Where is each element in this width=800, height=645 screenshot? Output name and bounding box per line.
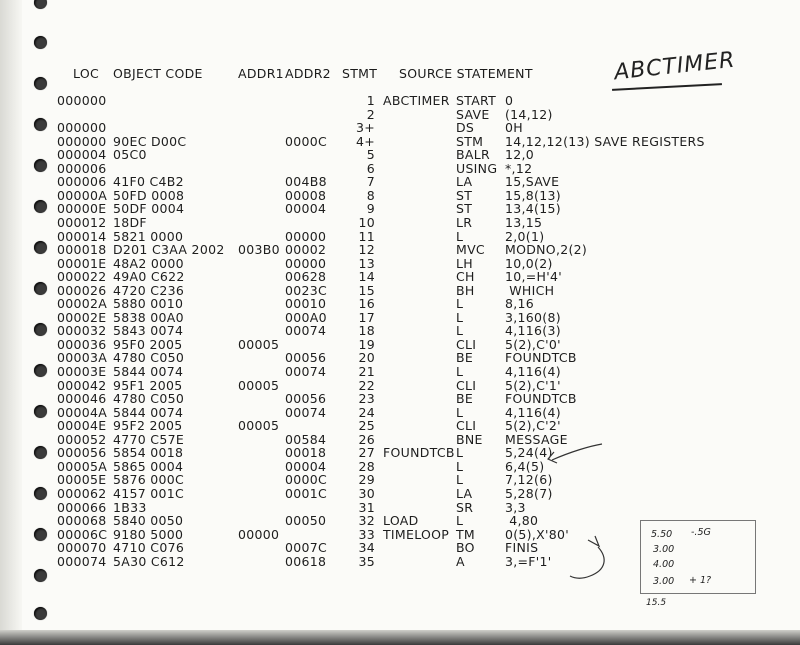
cell-a2: 0007C: [285, 540, 328, 556]
cell-oper: 5(2),C'0': [505, 336, 561, 352]
cell-oper: 4,116(4): [505, 404, 561, 420]
cell-op: L: [456, 296, 464, 312]
cell-op: L: [456, 458, 464, 474]
listing-row: [0, 297, 760, 310]
cell-loc: 000006: [57, 160, 107, 176]
punch-hole: [34, 569, 47, 582]
cell-stmt: 26: [358, 431, 375, 447]
cell-obj: 05C0: [113, 147, 147, 163]
cell-loc: 000006: [57, 174, 107, 190]
cell-oper: 6,4(5): [505, 458, 545, 474]
cell-stmt: 1: [366, 93, 375, 108]
cell-op: BH: [456, 282, 475, 298]
listing-row: [0, 257, 760, 270]
listing-row: [0, 202, 760, 215]
note-line: 3.00: [653, 576, 675, 587]
cell-obj: 5840 0050: [113, 513, 184, 529]
cell-op: BO: [456, 540, 475, 556]
cell-oper: 0: [505, 93, 514, 108]
cell-stmt: 29: [358, 472, 375, 488]
punch-hole: [34, 36, 47, 49]
header-source-statement: SOURCE STATEMENT: [399, 66, 533, 81]
cell-stmt: 13: [358, 255, 375, 271]
cell-stmt: 32: [358, 513, 375, 529]
cell-loc: 00003E: [57, 364, 107, 379]
cell-stmt: 19: [358, 336, 375, 352]
cell-stmt: 21: [358, 364, 375, 379]
cell-label: FOUNDTCB: [383, 445, 455, 461]
cell-op: ST: [456, 187, 473, 203]
cell-oper: FINIS: [505, 540, 539, 556]
cell-oper: 12,0: [505, 147, 535, 163]
cell-stmt: 24: [358, 404, 375, 420]
cell-stmt: 10: [358, 214, 375, 230]
cell-obj: 5821 0000: [113, 228, 184, 244]
cell-obj: 48A2 0000: [113, 255, 184, 271]
cell-stmt: 33: [358, 526, 375, 542]
cell-op: USING: [456, 160, 498, 176]
cell-oper: 10,=H'4': [505, 269, 562, 285]
listing-row: [0, 121, 760, 134]
cell-obj: 5865 0004: [113, 458, 184, 474]
cell-stmt: 30: [358, 485, 375, 501]
cell-obj: 95F0 2005: [113, 336, 183, 352]
cell-a2: 00002: [285, 242, 327, 258]
listing-row: [0, 406, 760, 419]
listing-row: [0, 162, 760, 175]
cell-loc: 000000: [57, 133, 107, 149]
note-line: 5.50: [651, 529, 673, 540]
cell-a2: 0023C: [285, 282, 328, 298]
cell-a2: 00056: [285, 391, 327, 407]
cell-op: START: [456, 93, 497, 108]
cell-oper: 0(5),X'80': [505, 526, 569, 542]
cell-a2: 00000: [285, 228, 327, 244]
listing-row: [0, 379, 760, 392]
cell-obj: 95F1 2005: [113, 377, 183, 393]
cell-loc: 000000: [57, 93, 107, 108]
cell-a2: 00008: [285, 187, 327, 203]
listing-row: [0, 243, 760, 256]
cell-op: CLI: [456, 418, 477, 434]
cell-loc: 000004: [57, 147, 107, 163]
cell-loc: 000000: [57, 120, 107, 136]
cell-op: L: [456, 445, 464, 461]
cell-obj: 5876 000C: [113, 472, 185, 488]
cell-label: LOAD: [383, 513, 419, 529]
listing-row: [0, 324, 760, 337]
cell-oper: 14,12,12(13) SAVE REGISTERS: [505, 133, 705, 149]
cell-oper: 3,160(8): [505, 309, 561, 325]
cell-oper: 5(2),C'1': [505, 377, 561, 393]
cell-loc: 00005A: [57, 458, 108, 474]
cell-a2: 0001C: [285, 485, 328, 501]
cell-loc: 000066: [57, 499, 107, 515]
cell-a2: 0000C: [285, 472, 328, 488]
listing-row: [0, 392, 760, 405]
cell-loc: 000046: [57, 391, 107, 407]
cell-oper: 13,15: [505, 214, 543, 230]
cell-stmt: 17: [358, 309, 375, 325]
punch-hole: [34, 607, 47, 620]
cell-label: TIMELOOP: [383, 526, 450, 542]
cell-a1: 00005: [238, 336, 280, 352]
cell-op: SAVE: [456, 106, 490, 122]
header-loc: LOC: [73, 66, 99, 81]
cell-obj: D201 C3AA 2002: [113, 242, 225, 258]
cell-a2: 00004: [285, 201, 327, 217]
cell-obj: 4780 C050: [113, 391, 185, 407]
cell-obj: 18DF: [113, 214, 147, 230]
cell-op: LA: [456, 174, 473, 190]
cell-op: DS: [456, 120, 475, 136]
cell-oper: 5,28(7): [505, 485, 553, 501]
cell-oper: 3,=F'1': [505, 553, 552, 569]
note-line: 3.00: [653, 544, 675, 555]
cell-a2: 00004: [285, 458, 327, 474]
cell-a1: 00000: [238, 526, 280, 542]
cell-obj: 5880 0010: [113, 296, 184, 312]
cell-op: L: [456, 309, 464, 325]
cell-op: STM: [456, 133, 484, 149]
cell-stmt: 35: [358, 553, 375, 569]
listing-row: [0, 284, 760, 297]
cell-stmt: 8: [366, 187, 375, 203]
listing-row: [0, 365, 760, 378]
listing-row: [0, 108, 760, 121]
cell-oper: FOUNDTCB: [505, 391, 577, 407]
listing-row: [0, 216, 760, 229]
cell-op: L: [456, 364, 464, 379]
cell-a2: 000A0: [285, 309, 327, 325]
note-line: 4.00: [653, 559, 675, 570]
cell-obj: 5838 00A0: [113, 309, 184, 325]
cell-oper: 4,116(3): [505, 323, 561, 339]
cell-stmt: 14: [358, 269, 375, 285]
cell-loc: 000036: [57, 336, 107, 352]
cell-loc: 000012: [57, 214, 107, 230]
cell-obj: 9180 5000: [113, 526, 184, 542]
cell-loc: 000070: [57, 540, 107, 556]
cell-a2: 00074: [285, 404, 327, 420]
cell-loc: 000018: [57, 242, 107, 258]
cell-oper: WHICH: [505, 282, 555, 298]
cell-loc: 000026: [57, 282, 107, 298]
cell-a2: 00628: [285, 269, 327, 285]
cell-loc: 000042: [57, 377, 107, 393]
cell-oper: *,12: [505, 160, 533, 176]
cell-obj: 5843 0074: [113, 323, 184, 339]
cell-obj: 1B33: [113, 499, 147, 515]
cell-stmt: 31: [358, 499, 375, 515]
cell-op: BALR: [456, 147, 490, 163]
cell-obj: 4720 C236: [113, 282, 185, 298]
cell-loc: 00002A: [57, 296, 108, 312]
cell-loc: 00000A: [57, 187, 108, 203]
cell-stmt: 3+: [355, 120, 375, 136]
cell-loc: 000068: [57, 513, 107, 529]
cell-op: BE: [456, 350, 474, 366]
handwritten-notes: [640, 520, 756, 594]
cell-obj: 5854 0018: [113, 445, 184, 461]
cell-op: CH: [456, 269, 475, 285]
listing-row: [0, 175, 760, 188]
cell-stmt: 4+: [355, 133, 375, 149]
cell-obj: 41F0 C4B2: [113, 174, 184, 190]
note-line: + 1?: [689, 575, 712, 586]
cell-obj: 4770 C57E: [113, 431, 185, 447]
cell-stmt: 11: [358, 228, 375, 244]
cell-oper: 7,12(6): [505, 472, 553, 488]
header-object-code: OBJECT CODE: [113, 66, 203, 81]
listing-row: [0, 148, 760, 161]
cell-a2: 00018: [285, 445, 327, 461]
cell-op: MVC: [456, 242, 485, 258]
cell-label: ABCTIMER: [383, 93, 450, 108]
cell-obj: 4710 C076: [113, 540, 185, 556]
cell-obj: 4780 C050: [113, 350, 185, 366]
cell-oper: 4,80: [505, 513, 539, 529]
cell-loc: 00001E: [57, 255, 107, 271]
cell-stmt: 15: [358, 282, 375, 298]
cell-op: L: [456, 404, 464, 420]
cell-stmt: 5: [366, 147, 375, 163]
cell-oper: 2,0(1): [505, 228, 545, 244]
page-bottom-edge: [0, 630, 800, 645]
listing-row: [0, 189, 760, 202]
cell-stmt: 18: [358, 323, 375, 339]
cell-loc: 00005E: [57, 472, 107, 488]
cell-oper: MODNO,2(2): [505, 242, 588, 258]
cell-loc: 00006C: [57, 526, 108, 542]
cell-oper: 10,0(2): [505, 255, 553, 271]
cell-a2: 00050: [285, 513, 327, 529]
punch-hole: [34, 77, 47, 90]
cell-a2: 00000: [285, 255, 327, 271]
cell-obj: 50DF 0004: [113, 201, 185, 217]
cell-oper: MESSAGE: [505, 431, 568, 447]
cell-oper: 3,3: [505, 499, 526, 515]
note-below: 15.5: [646, 598, 667, 608]
listing-row: [0, 94, 760, 107]
cell-stmt: 28: [358, 458, 375, 474]
cell-stmt: 9: [366, 201, 375, 217]
cell-stmt: 34: [358, 540, 375, 556]
cell-stmt: 6: [366, 160, 375, 176]
cell-loc: 00000E: [57, 201, 107, 217]
cell-op: BNE: [456, 431, 483, 447]
cell-loc: 000032: [57, 323, 107, 339]
cell-obj: 50FD 0008: [113, 187, 185, 203]
punch-hole: [34, 0, 47, 9]
header-addr1: ADDR1: [238, 66, 284, 81]
cell-stmt: 7: [366, 174, 375, 190]
cell-op: LA: [456, 485, 473, 501]
cell-loc: 00002E: [57, 309, 107, 325]
cell-obj: 49A0 C622: [113, 269, 185, 285]
cell-stmt: 27: [358, 445, 375, 461]
cell-loc: 000062: [57, 485, 107, 501]
cell-a2: 00056: [285, 350, 327, 366]
header-addr2: ADDR2: [285, 66, 331, 81]
cell-op: CLI: [456, 377, 477, 393]
cell-oper: FOUNDTCB: [505, 350, 577, 366]
cell-op: CLI: [456, 336, 477, 352]
cell-op: ST: [456, 201, 473, 217]
cell-stmt: 22: [358, 377, 375, 393]
cell-stmt: 25: [358, 418, 375, 434]
cell-stmt: 20: [358, 350, 375, 366]
cell-a2: 00584: [285, 431, 327, 447]
cell-loc: 00004A: [57, 404, 108, 420]
cell-op: BE: [456, 391, 474, 407]
cell-oper: 15,SAVE: [505, 174, 560, 190]
cell-op: L: [456, 513, 464, 529]
cell-op: L: [456, 228, 464, 244]
cell-op: LR: [456, 214, 473, 230]
listing-row: [0, 135, 760, 148]
listing-row: [0, 419, 760, 432]
cell-obj: 5844 0074: [113, 404, 184, 420]
cell-oper: 5(2),C'2': [505, 418, 561, 434]
cell-a2: 00074: [285, 364, 327, 379]
cell-a1: 003B0: [238, 242, 280, 258]
cell-stmt: 16: [358, 296, 375, 312]
handwritten-title: ABCTIMER: [613, 47, 737, 86]
cell-obj: 5844 0074: [113, 364, 184, 379]
cell-a2: 004B8: [285, 174, 327, 190]
cell-op: A: [456, 553, 465, 569]
cell-op: L: [456, 323, 464, 339]
cell-loc: 000074: [57, 553, 107, 569]
cell-loc: 000056: [57, 445, 107, 461]
listing-row: [0, 351, 760, 364]
cell-op: L: [456, 472, 464, 488]
title-underline: [612, 83, 722, 91]
cell-op: TM: [456, 526, 476, 542]
cell-obj: 4157 001C: [113, 485, 185, 501]
cell-oper: 13,4(15): [505, 201, 561, 217]
cell-loc: 00003A: [57, 350, 108, 366]
cell-obj: 90EC D00C: [113, 133, 187, 149]
cell-oper: 5,24(4): [505, 445, 553, 461]
cell-loc: 000022: [57, 269, 107, 285]
cell-a1: 00005: [238, 418, 280, 434]
listing-row: [0, 311, 760, 324]
cell-loc: 000052: [57, 431, 107, 447]
listing-row: [0, 230, 760, 243]
listing-row: [0, 270, 760, 283]
cell-stmt: 12: [358, 242, 375, 258]
cell-obj: 95F2 2005: [113, 418, 183, 434]
cell-loc: 00004E: [57, 418, 107, 434]
cell-oper: 0H: [505, 120, 523, 136]
cell-a2: 00618: [285, 553, 327, 569]
note-line: -.5G: [691, 527, 711, 538]
cell-op: LH: [456, 255, 473, 271]
cell-a1: 00005: [238, 377, 280, 393]
cell-a2: 00010: [285, 296, 327, 312]
cell-obj: 5A30 C612: [113, 553, 185, 569]
cell-stmt: 23: [358, 391, 375, 407]
cell-stmt: 2: [366, 106, 375, 122]
header-stmt: STMT: [342, 66, 378, 81]
cell-op: SR: [456, 499, 474, 515]
cell-oper: 15,8(13): [505, 187, 561, 203]
cell-loc: 000014: [57, 228, 107, 244]
listing-row: [0, 338, 760, 351]
cell-a2: 00074: [285, 323, 327, 339]
cell-oper: 4,116(4): [505, 364, 561, 379]
cell-oper: 8,16: [505, 296, 535, 312]
cell-a2: 0000C: [285, 133, 328, 149]
cell-oper: (14,12): [505, 106, 553, 122]
